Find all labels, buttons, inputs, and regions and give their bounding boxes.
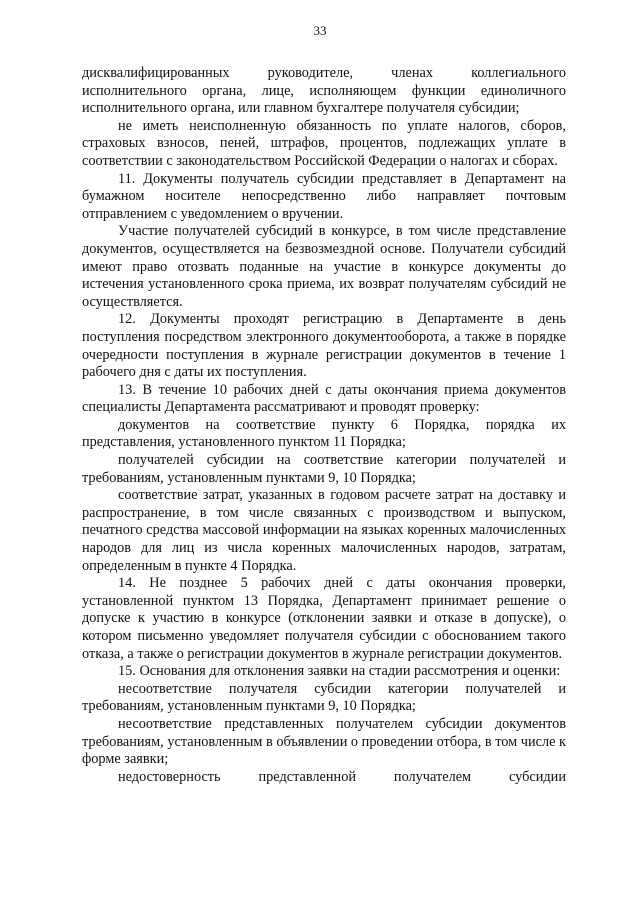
paragraph-ground-unreliability: недостоверность представленной получателем субсидии <box>118 768 566 785</box>
paragraph-ground-documents-mismatch: несоответствие представленных получателем субсидии документов требованиям, установленным в объявлении о проведении отбора, в том числе к форме заявки; <box>82 715 566 768</box>
paragraph-11-documents-submission: 11. Документы получатель субсидии представляет в Департамент на бумажном носителе непосредственно либо направляет почтовым отправлением с уведомлением о вручении. <box>82 170 566 222</box>
paragraph-check-recipients: получателей субсидии на соответствие категории получателей и требованиям, установленным пунктами 9, 10 Порядка; <box>82 452 566 486</box>
paragraph-continuation: дисквалифицированных руководителе, членах коллегиального исполнительного органа, лице, исполняющем функции единоличного исполнительного органа, или главном бухгалтере получателя субсидии; <box>82 65 566 117</box>
paragraph-tax-obligation: не иметь неисполненную обязанность по уплате налогов, сборов, страховых взносов, пеней, штрафов, процентов, подлежащих уплате в соответствии с законодательством Российской Федерации о налогах и сборах. <box>82 117 566 169</box>
document-body <box>82 65 566 786</box>
paragraph-13-review: 13. В течение 10 рабочих дней с даты окончания приема документов специалисты Департамента рассматривают и проводят проверку: <box>82 381 566 416</box>
paragraph-participation-free: Участие получателей субсидий в конкурсе, в том числе представление документов, осуществляется на безвозмездной основе. Получатели субсидий имеют право отозвать поданные на участие в конкурсе документы до истечения установленного срока приема, их возврат получателям субсидий не осуществляется. <box>82 223 566 310</box>
paragraph-12-registration: 12. Документы проходят регистрацию в Департаменте в день поступления посредством электронного документооборота, а также в порядке очередности поступления в журнале регистрации документов в течение 1 рабочего дня с даты их поступления. <box>82 311 566 381</box>
paragraph-check-documents: документов на соответствие пункту 6 Порядка, порядка их представления, установленного пунктом 11 Порядка; <box>82 416 566 451</box>
paragraph-14-decision: 14. Не позднее 5 рабочих дней с даты окончания проверки, установленной пунктом 13 Порядка, Департамент принимает решение о допуске к участию в конкурсе (отклонении заявки и отказе в допуске), о котором письменно уведомляет получателя субсидии с обоснованием такого отказа, а также о регистрации документов в журнале регистрации документов. <box>82 575 566 662</box>
paragraph-ground-category-mismatch: несоответствие получателя субсидии категории получателей и требованиям, установленным пунктами 9, 10 Порядка; <box>82 680 566 715</box>
page-number: 33 <box>313 23 327 38</box>
paragraph-check-costs: соответствие затрат, указанных в годовом расчете затрат на доставку и распространение, в том числе связанных с производством и выпуском, печатного средства массовой информации на языках коренных малочисленных народов для лиц из числа коренных малочисленных народов, затратам, определенным в пункте 4 Порядка. <box>82 487 566 574</box>
paragraph-15-rejection-grounds: 15. Основания для отклонения заявки на стадии рассмотрения и оценки: <box>118 663 561 680</box>
